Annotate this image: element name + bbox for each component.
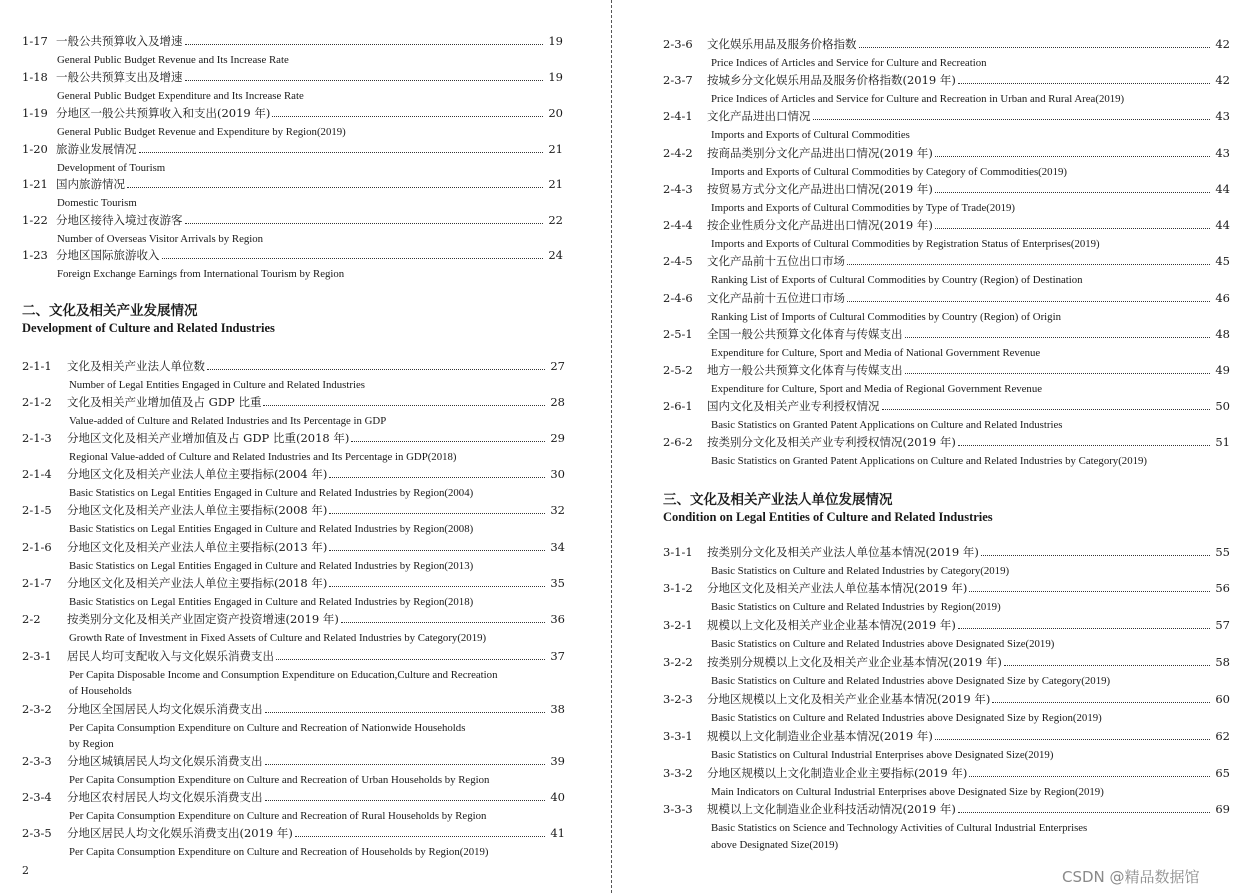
toc-entry-line — [663, 545, 1230, 559]
toc-entry-title-en-cont: by Region — [69, 738, 114, 750]
toc-entry-page: 42 — [1215, 37, 1230, 51]
toc-entry-line — [22, 754, 565, 768]
toc-entry-page: 29 — [550, 431, 565, 445]
section-heading-en: Development of Culture and Related Industries — [22, 321, 275, 335]
toc-entry[interactable] — [0, 395, 600, 427]
toc-entry-number: 2-4-3 — [663, 182, 693, 196]
toc-entry-number: 2-3-5 — [22, 826, 52, 840]
toc-entry[interactable] — [625, 109, 1247, 141]
toc-entry-title-en: Basic Statistics on Culture and Related Industries by Category(2019) — [711, 565, 1010, 577]
toc-entry-number: 2-5-1 — [663, 327, 693, 341]
toc-entry-number: 2-3-3 — [22, 754, 52, 768]
toc-entry-number: 3-3-1 — [663, 729, 693, 743]
toc-entry[interactable] — [0, 649, 600, 697]
dot-leader — [185, 223, 544, 224]
toc-entry-page: 39 — [550, 754, 565, 768]
dot-leader — [329, 550, 545, 551]
toc-entry-number: 2-4-1 — [663, 109, 693, 123]
dot-leader — [263, 405, 545, 406]
toc-entry-title-zh: 规模以上文化制造业企业科技活动情况(2019 年) — [707, 802, 956, 816]
toc-entry[interactable] — [625, 655, 1247, 687]
toc-entry-title-en: General Public Budget Revenue and Its Increase Rate — [57, 54, 289, 66]
toc-entry-title-zh: 国内旅游情况 — [56, 177, 125, 191]
toc-entry-title-en: Number of Legal Entities Engaged in Culture and Related Industries — [69, 379, 365, 391]
dot-leader — [272, 116, 543, 117]
toc-entry-title-en-cont: above Designated Size(2019) — [711, 839, 839, 851]
toc-entry[interactable] — [625, 146, 1247, 178]
toc-entry-title-en: Per Capita Consumption Expenditure on Culture and Recreation of Urban Households by Region — [69, 774, 490, 786]
dot-leader — [1004, 665, 1210, 666]
toc-entry-title-zh: 按类别分文化及相关产业专利授权情况(2019 年) — [707, 435, 956, 449]
toc-entry-page: 35 — [550, 576, 565, 590]
toc-entry-title-en: Domestic Tourism — [57, 197, 137, 209]
toc-entry-title-en: Development of Tourism — [57, 162, 166, 174]
dot-leader — [265, 800, 546, 801]
toc-entry-line — [22, 649, 565, 663]
toc-entry-title-en: Price Indices of Articles and Service for Culture and Recreation — [711, 57, 987, 69]
toc-entry[interactable] — [625, 729, 1247, 761]
toc-entry-line — [22, 177, 563, 191]
toc-entry-number: 2-4-4 — [663, 218, 693, 232]
toc-entry-line — [22, 826, 565, 840]
toc-entry-number: 2-1-5 — [22, 503, 52, 517]
toc-entry-title-zh: 文化产品前十五位出口市场 — [707, 254, 845, 268]
toc-entry[interactable] — [625, 692, 1247, 724]
toc-entry[interactable] — [0, 826, 600, 858]
toc-entry[interactable] — [625, 435, 1247, 467]
toc-entry[interactable] — [0, 142, 600, 174]
toc-entry-title-en: Imports and Exports of Cultural Commodities by Category of Commodities(2019) — [711, 166, 1067, 178]
dot-leader — [859, 47, 1211, 48]
toc-entry-title-zh: 分地区国际旅游收入 — [56, 248, 160, 262]
toc-entry[interactable] — [0, 790, 600, 822]
dot-leader — [958, 445, 1210, 446]
toc-entry-line — [663, 73, 1230, 87]
toc-entry-title-zh: 分地区居民人均文化娱乐消费支出(2019 年) — [67, 826, 293, 840]
toc-entry-number: 2-3-6 — [663, 37, 693, 51]
toc-entry[interactable] — [625, 399, 1247, 431]
toc-entry-line — [22, 106, 563, 120]
toc-entry-line — [22, 503, 565, 517]
toc-entry-page: 36 — [550, 612, 565, 626]
toc-entry-number: 2-1-1 — [22, 359, 52, 373]
toc-entry-title-zh: 按类别分文化及相关产业法人单位基本情况(2019 年) — [707, 545, 979, 559]
toc-entry-title-en: Foreign Exchange Earnings from International Tourism by Region — [57, 268, 345, 280]
toc-entry-line — [663, 435, 1230, 449]
toc-entry[interactable] — [0, 612, 600, 644]
dot-leader — [847, 264, 1210, 265]
toc-entry-line — [663, 363, 1230, 377]
toc-entry-page: 62 — [1215, 729, 1230, 743]
toc-entry-number: 3-2-2 — [663, 655, 693, 669]
dot-leader — [958, 628, 1210, 629]
toc-entry-page: 20 — [548, 106, 563, 120]
toc-entry-page: 58 — [1215, 655, 1230, 669]
toc-entry-title-en: Value-added of Culture and Related Industries and Its Percentage in GDP — [69, 415, 387, 427]
toc-entry-number: 1-19 — [22, 106, 48, 120]
toc-entry-line — [22, 359, 565, 373]
toc-entry-title-en: Per Capita Consumption Expenditure on Culture and Recreation of Nationwide Households — [69, 722, 466, 734]
toc-entry-number: 2-6-1 — [663, 399, 693, 413]
toc-entry-page: 38 — [550, 702, 565, 716]
toc-entry-page: 46 — [1215, 291, 1230, 305]
toc-entry-title-en: Basic Statistics on Cultural Industrial Enterprises above Designated Size(2019) — [711, 749, 1054, 761]
toc-entry[interactable] — [0, 702, 600, 750]
dot-leader — [905, 337, 1211, 338]
toc-entry[interactable] — [0, 467, 600, 499]
toc-entry-line — [22, 431, 565, 445]
dot-leader — [813, 119, 1211, 120]
toc-entry-title-zh: 按企业性质分文化产品进出口情况(2019 年) — [707, 218, 933, 232]
toc-entry-title-en: Expenditure for Culture, Sport and Media of National Government Revenue — [711, 347, 1041, 359]
toc-entry-number: 1-23 — [22, 248, 48, 262]
toc-entry-title-en: Basic Statistics on Granted Patent Applications on Culture and Related Industries by Category(2019) — [711, 455, 1147, 467]
dot-leader — [341, 622, 545, 623]
toc-entry-page: 42 — [1215, 73, 1230, 87]
toc-entry-title-zh: 分地区规模以上文化及相关产业企业基本情况(2019 年) — [707, 692, 991, 706]
toc-entry-title-en: Ranking List of Imports of Cultural Commodities by Country (Region) of Origin — [711, 311, 1061, 323]
toc-entry[interactable] — [625, 581, 1247, 613]
dot-leader — [162, 258, 544, 259]
toc-entry-title-zh: 国内文化及相关产业专利授权情况 — [707, 399, 880, 413]
toc-entry-number: 1-18 — [22, 70, 48, 84]
toc-entry-page: 30 — [550, 467, 565, 481]
dot-leader — [207, 369, 545, 370]
toc-entry[interactable] — [0, 754, 600, 786]
toc-entry-page: 19 — [548, 34, 563, 48]
toc-entry-title-en: Per Capita Consumption Expenditure on Culture and Recreation of Households by Region(2019) — [69, 846, 489, 858]
toc-entry-number: 2-1-6 — [22, 540, 52, 554]
toc-entry-line — [22, 142, 563, 156]
toc-entry-page: 44 — [1215, 182, 1230, 196]
dot-leader — [329, 477, 545, 478]
toc-entry-title-en: Ranking List of Exports of Cultural Commodities by Country (Region) of Destination — [711, 274, 1083, 286]
toc-entry-title-en: Main Indicators on Cultural Industrial Enterprises above Designated Size by Region(2019) — [711, 786, 1104, 798]
toc-entry-title-zh: 分地区农村居民人均文化娱乐消费支出 — [67, 790, 263, 804]
toc-entry-line — [663, 399, 1230, 413]
toc-entry-line — [663, 291, 1230, 305]
toc-entry-title-en-cont: of Households — [69, 685, 132, 697]
toc-entry-title-zh: 分地区文化及相关产业法人单位主要指标(2008 年) — [67, 503, 328, 517]
toc-entry-title-zh: 分地区接待入境过夜游客 — [56, 213, 183, 227]
section-heading-zh: 二、文化及相关产业发展情况 — [22, 303, 198, 319]
dot-leader — [265, 764, 546, 765]
toc-entry-title-zh: 按商品类别分文化产品进出口情况(2019 年) — [707, 146, 933, 160]
toc-entry-page: 21 — [548, 177, 563, 191]
dot-leader — [882, 409, 1211, 410]
toc-entry-number: 3-3-2 — [663, 766, 693, 780]
toc-entry-title-zh: 分地区全国居民人均文化娱乐消费支出 — [67, 702, 263, 716]
toc-entry[interactable] — [0, 576, 600, 608]
toc-entry-line — [22, 702, 565, 716]
toc-entry-title-en: Imports and Exports of Cultural Commodities — [711, 129, 910, 141]
toc-entry-page: 55 — [1215, 545, 1230, 559]
dot-leader — [969, 591, 1210, 592]
toc-entry[interactable] — [0, 431, 600, 463]
toc-entry[interactable] — [0, 70, 600, 102]
toc-entry-line — [663, 146, 1230, 160]
toc-entry-number: 1-21 — [22, 177, 48, 191]
dot-leader — [981, 555, 1210, 556]
dot-leader — [969, 776, 1210, 777]
toc-entry-number: 3-1-2 — [663, 581, 693, 595]
toc-entry-number: 2-4-5 — [663, 254, 693, 268]
toc-entry-title-en: Imports and Exports of Cultural Commodities by Registration Status of Enterprises(2019) — [711, 238, 1100, 250]
toc-entry-page: 51 — [1215, 435, 1230, 449]
toc-entry-number: 3-2-1 — [663, 618, 693, 632]
toc-entry-title-zh: 一般公共预算收入及增速 — [56, 34, 183, 48]
toc-entry[interactable] — [625, 327, 1247, 359]
toc-entry-title-zh: 地方一般公共预算文化体育与传媒支出 — [707, 363, 903, 377]
toc-entry[interactable] — [0, 106, 600, 138]
toc-entry-line — [22, 248, 563, 262]
toc-entry-number: 1-20 — [22, 142, 48, 156]
toc-entry-title-zh: 全国一般公共预算文化体育与传媒支出 — [707, 327, 903, 341]
toc-entry-title-zh: 文化及相关产业增加值及占 GDP 比重 — [67, 395, 262, 409]
toc-entry[interactable] — [625, 254, 1247, 286]
toc-entry-line — [663, 618, 1230, 632]
toc-entry[interactable] — [625, 73, 1247, 105]
toc-entry[interactable] — [0, 213, 600, 245]
toc-entry-title-zh: 分地区文化及相关产业法人单位主要指标(2013 年) — [67, 540, 328, 554]
toc-entry-page: 24 — [548, 248, 563, 262]
toc-entry-line — [663, 327, 1230, 341]
toc-entry-number: 2-1-3 — [22, 431, 52, 445]
toc-entry-number: 2-3-2 — [22, 702, 52, 716]
toc-entry[interactable] — [0, 177, 600, 209]
toc-entry-title-zh: 按类别分规模以上文化及相关产业企业基本情况(2019 年) — [707, 655, 1002, 669]
toc-entry-page: 44 — [1215, 218, 1230, 232]
toc-entry[interactable] — [625, 182, 1247, 214]
toc-entry-line — [22, 34, 563, 48]
toc-entry-line — [22, 395, 565, 409]
toc-entry-title-en: Imports and Exports of Cultural Commodities by Type of Trade(2019) — [711, 202, 1016, 214]
toc-entry-number: 1-17 — [22, 34, 48, 48]
toc-entry-page: 69 — [1215, 802, 1230, 816]
toc-entry-number: 2-6-2 — [663, 435, 693, 449]
dot-leader — [265, 712, 546, 713]
dot-leader — [139, 152, 544, 153]
toc-entry[interactable] — [0, 503, 600, 535]
dot-leader — [935, 192, 1210, 193]
toc-entry-title-zh: 按城乡分文化娱乐用品及服务价格指数(2019 年) — [707, 73, 956, 87]
toc-entry-title-zh: 分地区文化及相关产业法人单位基本情况(2019 年) — [707, 581, 968, 595]
toc-entry-title-zh: 分地区城镇居民人均文化娱乐消费支出 — [67, 754, 263, 768]
dot-leader — [127, 187, 543, 188]
toc-entry-number: 2-5-2 — [663, 363, 693, 377]
toc-entry[interactable] — [0, 359, 600, 391]
toc-entry-line — [22, 540, 565, 554]
toc-entry-title-zh: 按类别分文化及相关产业固定资产投资增速(2019 年) — [67, 612, 339, 626]
toc-entry-page: 34 — [550, 540, 565, 554]
toc-entry-number: 2-1-7 — [22, 576, 52, 590]
toc-entry[interactable] — [625, 766, 1247, 798]
toc-entry[interactable] — [625, 291, 1247, 323]
toc-entry-page: 19 — [548, 70, 563, 84]
toc-entry-page: 40 — [550, 790, 565, 804]
toc-entry-title-zh: 分地区一般公共预算收入和支出(2019 年) — [56, 106, 271, 120]
toc-entry-title-zh: 分地区文化及相关产业增加值及占 GDP 比重(2018 年) — [67, 431, 350, 445]
toc-entry-page: 41 — [550, 826, 565, 840]
toc-entry-page: 60 — [1215, 692, 1230, 706]
toc-entry-title-en: Basic Statistics on Science and Technology Activities of Cultural Industrial Enterprises — [711, 822, 1088, 834]
toc-entry-page: 22 — [548, 213, 563, 227]
dot-leader — [905, 373, 1211, 374]
toc-entry-line — [663, 729, 1230, 743]
toc-entry-line — [22, 467, 565, 481]
toc-entry-title-zh: 分地区规模以上文化制造业企业主要指标(2019 年) — [707, 766, 968, 780]
toc-entry[interactable] — [625, 37, 1247, 69]
toc-entry-line — [663, 109, 1230, 123]
toc-entry-title-zh: 规模以上文化制造业企业基本情况(2019 年) — [707, 729, 933, 743]
toc-entry-page: 27 — [550, 359, 565, 373]
toc-entry[interactable] — [0, 34, 600, 66]
toc-entry-title-en: Price Indices of Articles and Service for Culture and Recreation in Urban and Rural Area(2019) — [711, 93, 1125, 105]
toc-entry-page: 57 — [1215, 618, 1230, 632]
toc-entry-line — [663, 182, 1230, 196]
toc-entry-title-en: Growth Rate of Investment in Fixed Assets of Culture and Related Industries by Category(2019) — [69, 632, 487, 644]
section-heading-en: Condition on Legal Entities of Culture and Related Industries — [663, 510, 993, 524]
toc-entry-title-zh: 分地区文化及相关产业法人单位主要指标(2004 年) — [67, 467, 328, 481]
toc-entry-line — [22, 790, 565, 804]
toc-entry-line — [22, 576, 565, 590]
dot-leader — [329, 586, 545, 587]
toc-entry-number: 2-3-1 — [22, 649, 52, 663]
toc-entry[interactable] — [625, 618, 1247, 650]
dot-leader — [935, 156, 1210, 157]
toc-entry-number: 2-1-2 — [22, 395, 52, 409]
dot-leader — [847, 301, 1210, 302]
toc-entry[interactable] — [625, 363, 1247, 395]
dot-leader — [276, 659, 545, 660]
dot-leader — [992, 702, 1210, 703]
toc-entry-page: 43 — [1215, 146, 1230, 160]
dot-leader — [185, 80, 544, 81]
page-number: 2 — [22, 864, 29, 877]
toc-entry-title-en: Basic Statistics on Legal Entities Engaged in Culture and Related Industries by Region(2008) — [69, 523, 474, 535]
toc-entry-line — [22, 70, 563, 84]
toc-entry-title-en: Per Capita Consumption Expenditure on Culture and Recreation of Rural Households by Region — [69, 810, 487, 822]
dot-leader — [958, 83, 1210, 84]
page-divider — [611, 0, 612, 893]
section-heading-zh: 三、文化及相关产业法人单位发展情况 — [663, 492, 893, 508]
toc-entry-page: 56 — [1215, 581, 1230, 595]
toc-entry-title-zh: 文化产品前十五位进口市场 — [707, 291, 845, 305]
dot-leader — [329, 513, 545, 514]
toc-entry-number: 3-3-3 — [663, 802, 693, 816]
toc-entry-page: 49 — [1215, 363, 1230, 377]
toc-entry-page: 43 — [1215, 109, 1230, 123]
toc-entry-number: 2-4-6 — [663, 291, 693, 305]
toc-entry-title-en: Expenditure for Culture, Sport and Media of Regional Government Revenue — [711, 383, 1043, 395]
toc-entry-title-en: Per Capita Disposable Income and Consumption Expenditure on Education,Culture and Recreation — [69, 669, 498, 681]
toc-entry-line — [663, 37, 1230, 51]
watermark: CSDN @精品数据馆 — [1062, 868, 1200, 886]
dot-leader — [295, 836, 545, 837]
toc-entry[interactable] — [0, 540, 600, 572]
toc-entry-title-zh: 分地区文化及相关产业法人单位主要指标(2018 年) — [67, 576, 328, 590]
toc-entry-page: 37 — [550, 649, 565, 663]
dot-leader — [935, 739, 1210, 740]
toc-entry-title-zh: 旅游业发展情况 — [56, 142, 137, 156]
toc-entry-line — [663, 802, 1230, 816]
toc-entry-line — [22, 213, 563, 227]
toc-entry-title-en: Basic Statistics on Legal Entities Engaged in Culture and Related Industries by Region(2018) — [69, 596, 474, 608]
toc-entry-line — [663, 655, 1230, 669]
toc-entry-title-en: Number of Overseas Visitor Arrivals by Region — [57, 233, 264, 245]
toc-entry-line — [663, 254, 1230, 268]
toc-entry-title-en: Basic Statistics on Legal Entities Engaged in Culture and Related Industries by Region(2013) — [69, 560, 474, 572]
dot-leader — [935, 228, 1210, 229]
toc-entry-title-en: Basic Statistics on Culture and Related Industries above Designated Size by Region(2019) — [711, 712, 1102, 724]
toc-entry-number: 1-22 — [22, 213, 48, 227]
toc-entry-number: 2-4-2 — [663, 146, 693, 160]
toc-entry-line — [663, 581, 1230, 595]
toc-entry-title-zh: 文化及相关产业法人单位数 — [67, 359, 205, 373]
toc-entry-page: 48 — [1215, 327, 1230, 341]
toc-entry-page: 32 — [550, 503, 565, 517]
toc-entry-page: 21 — [548, 142, 563, 156]
toc-entry-number: 3-1-1 — [663, 545, 693, 559]
toc-entry-title-zh: 规模以上文化及相关产业企业基本情况(2019 年) — [707, 618, 956, 632]
toc-entry-title-en: Basic Statistics on Culture and Related Industries above Designated Size(2019) — [711, 638, 1055, 650]
dot-leader — [351, 441, 545, 442]
toc-entry-page: 50 — [1215, 399, 1230, 413]
toc-entry-number: 2-1-4 — [22, 467, 52, 481]
dot-leader — [958, 812, 1210, 813]
toc-entry-title-en: Basic Statistics on Culture and Related Industries by Region(2019) — [711, 601, 1001, 613]
toc-entry-title-zh: 文化产品进出口情况 — [707, 109, 811, 123]
toc-entry-title-zh: 按贸易方式分文化产品进出口情况(2019 年) — [707, 182, 933, 196]
toc-entry-title-en: General Public Budget Expenditure and Its Increase Rate — [57, 90, 304, 102]
toc-entry-number: 3-2-3 — [663, 692, 693, 706]
toc-entry-title-en: Basic Statistics on Legal Entities Engaged in Culture and Related Industries by Region(2004) — [69, 487, 474, 499]
toc-entry-line — [663, 766, 1230, 780]
toc-entry-number: 2-3-4 — [22, 790, 52, 804]
toc-entry-title-en: Basic Statistics on Granted Patent Applications on Culture and Related Industries — [711, 419, 1063, 431]
toc-entry-page: 28 — [550, 395, 565, 409]
toc-entry-number: 2-3-7 — [663, 73, 693, 87]
dot-leader — [185, 44, 544, 45]
toc-entry-title-zh: 一般公共预算支出及增速 — [56, 70, 183, 84]
toc-entry-line — [22, 612, 565, 626]
toc-entry[interactable] — [625, 545, 1247, 577]
toc-entry-page: 65 — [1215, 766, 1230, 780]
toc-entry-title-zh: 文化娱乐用品及服务价格指数 — [707, 37, 857, 51]
toc-entry-title-en: General Public Budget Revenue and Expenditure by Region(2019) — [57, 126, 346, 138]
toc-entry-line — [663, 218, 1230, 232]
toc-entry-title-en: Regional Value-added of Culture and Related Industries and Its Percentage in GDP(2018) — [69, 451, 457, 463]
toc-entry-title-zh: 居民人均可支配收入与文化娱乐消费支出 — [67, 649, 274, 663]
toc-entry[interactable] — [625, 218, 1247, 250]
toc-entry-page: 45 — [1215, 254, 1230, 268]
toc-entry[interactable] — [0, 248, 600, 280]
toc-entry-number: 2-2 — [22, 612, 41, 626]
toc-entry[interactable] — [625, 802, 1247, 851]
toc-entry-line — [663, 692, 1230, 706]
toc-entry-title-en: Basic Statistics on Culture and Related Industries above Designated Size by Category(2019) — [711, 675, 1111, 687]
